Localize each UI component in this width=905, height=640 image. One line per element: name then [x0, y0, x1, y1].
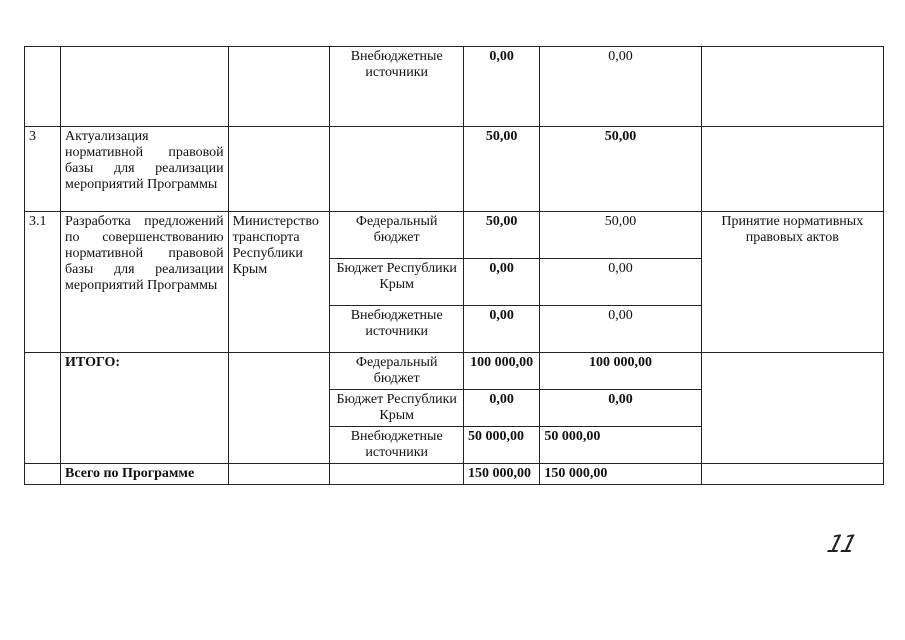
cell-executor	[228, 47, 330, 127]
budget-table	[24, 46, 884, 485]
cell-grand-total-label: Всего по Программе	[61, 464, 229, 485]
cell-source: Внебюджетные источники	[330, 306, 464, 353]
cell-name	[61, 47, 229, 127]
cell-year: 0,00	[540, 390, 701, 427]
cell-source: Бюджет Республики Крым	[330, 259, 464, 306]
cell-total: 50 000,00	[464, 427, 540, 464]
cell-total: 0,00	[464, 390, 540, 427]
cell-result	[701, 127, 883, 212]
cell-year: 0,00	[540, 306, 701, 353]
cell-num: 3	[25, 127, 61, 212]
cell-year: 50 000,00	[540, 427, 701, 464]
cell-executor: Министерство транспорта Республики Крым	[228, 212, 330, 353]
cell-total: 0,00	[464, 47, 540, 127]
table-row	[25, 353, 884, 390]
cell-executor	[228, 127, 330, 212]
cell-executor	[228, 464, 330, 485]
cell-source: Внебюджетные источники	[330, 47, 464, 127]
cell-source: Федеральный бюджет	[330, 353, 464, 390]
cell-source	[330, 464, 464, 485]
table-row	[25, 127, 884, 212]
cell-year: 150 000,00	[540, 464, 701, 485]
cell-num	[25, 464, 61, 485]
cell-source: Федеральный бюджет	[330, 212, 464, 259]
cell-result	[701, 464, 883, 485]
cell-source	[330, 127, 464, 212]
cell-num: 3.1	[25, 212, 61, 353]
cell-year: 50,00	[540, 127, 701, 212]
cell-total: 100 000,00	[464, 353, 540, 390]
cell-name: Актуализация нормативной правовой базы для реализации мероприятий Программы	[61, 127, 229, 212]
cell-result	[701, 353, 883, 464]
cell-result	[701, 47, 883, 127]
cell-total: 50,00	[464, 127, 540, 212]
cell-year: 50,00	[540, 212, 701, 259]
cell-source: Бюджет Республики Крым	[330, 390, 464, 427]
cell-total-label: ИТОГО:	[61, 353, 229, 464]
cell-num	[25, 47, 61, 127]
cell-year: 0,00	[540, 259, 701, 306]
cell-total: 0,00	[464, 306, 540, 353]
cell-executor	[228, 353, 330, 464]
cell-year: 0,00	[540, 47, 701, 127]
cell-total: 150 000,00	[464, 464, 540, 485]
cell-year: 100 000,00	[540, 353, 701, 390]
cell-source: Внебюджетные источники	[330, 427, 464, 464]
cell-total: 0,00	[464, 259, 540, 306]
cell-result: Принятие нормативных правовых актов	[701, 212, 883, 353]
cell-num	[25, 353, 61, 464]
cell-name: Разработка предложений по совершенствованию нормативной правовой базы для реализации мероприятий Программы	[61, 212, 229, 353]
table-row	[25, 464, 884, 485]
page-number: 11	[824, 530, 859, 558]
table-row	[25, 212, 884, 259]
cell-total: 50,00	[464, 212, 540, 259]
table-row	[25, 47, 884, 127]
